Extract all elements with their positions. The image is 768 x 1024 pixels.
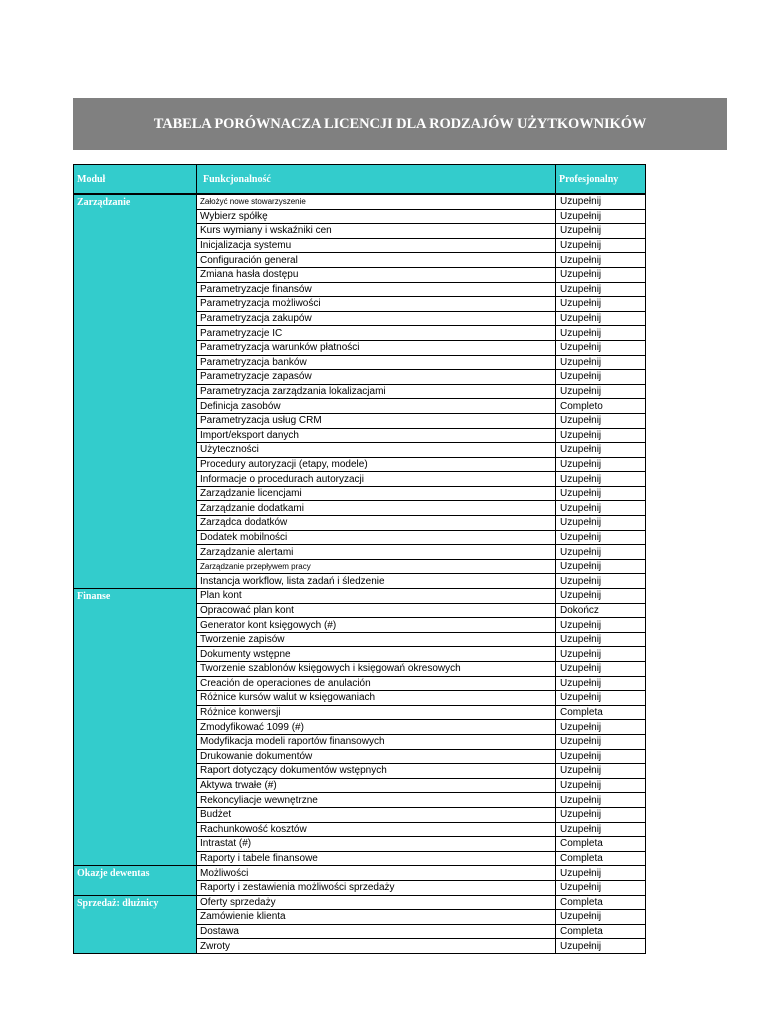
license-value-cell: Completa: [556, 837, 646, 852]
functionality-cell: Creación de operaciones de anulación: [197, 676, 556, 691]
license-value-cell: Uzupełnij: [556, 355, 646, 370]
license-value-cell: Uzupełnij: [556, 472, 646, 487]
functionality-cell: Oferty sprzedaży: [197, 895, 556, 910]
functionality-cell: Zwroty: [197, 939, 556, 954]
functionality-cell: Zarządzanie dodatkami: [197, 501, 556, 516]
module-cell: Finanse: [74, 589, 197, 866]
license-value-cell: Uzupełnij: [556, 311, 646, 326]
functionality-cell: Import/eksport danych: [197, 428, 556, 443]
license-value-cell: Uzupełnij: [556, 574, 646, 589]
functionality-cell: Różnice kursów walut w księgowaniach: [197, 691, 556, 706]
page-title: TABELA PORÓWNACZA LICENCJI DLA RODZAJÓW UŻYTKOWNIKÓW: [153, 115, 647, 132]
functionality-cell: Kurs wymiany i wskaźniki cen: [197, 224, 556, 239]
license-value-cell: Uzupełnij: [556, 880, 646, 895]
license-value-cell: Uzupełnij: [556, 910, 646, 925]
functionality-cell: Parametryzacja usług CRM: [197, 413, 556, 428]
license-value-cell: Uzupełnij: [556, 822, 646, 837]
license-value-cell: Uzupełnij: [556, 194, 646, 209]
module-cell: Sprzedaż: dłużnicy: [74, 895, 197, 953]
functionality-cell: Raporty i tabele finansowe: [197, 851, 556, 866]
functionality-cell: Rachunkowość kosztów: [197, 822, 556, 837]
license-value-cell: Uzupełnij: [556, 267, 646, 282]
functionality-cell: Raporty i zestawienia możliwości sprzedaży: [197, 880, 556, 895]
functionality-cell: Użyteczności: [197, 443, 556, 458]
functionality-cell: Parametryzacja zakupów: [197, 311, 556, 326]
license-value-cell: Uzupełnij: [556, 778, 646, 793]
functionality-cell: Procedury autoryzacji (etapy, modele): [197, 457, 556, 472]
functionality-cell: Możliwości: [197, 866, 556, 881]
table-row: [74, 866, 646, 881]
functionality-cell: Tworzenie szablonów księgowych i księgowań okresowych: [197, 662, 556, 677]
license-value-cell: Uzupełnij: [556, 734, 646, 749]
functionality-cell: Rekoncyliacje wewnętrzne: [197, 793, 556, 808]
functionality-cell: Informacje o procedurach autoryzacji: [197, 472, 556, 487]
functionality-cell: Dodatek mobilności: [197, 530, 556, 545]
functionality-cell: Zarządzanie przepływem pracy: [197, 559, 556, 574]
functionality-cell: Założyć nowe stowarzyszenie: [197, 194, 556, 209]
functionality-cell: Definicja zasobów: [197, 399, 556, 414]
license-value-cell: Completa: [556, 851, 646, 866]
license-value-cell: Uzupełnij: [556, 428, 646, 443]
license-value-cell: Uzupełnij: [556, 457, 646, 472]
functionality-cell: Instancja workflow, lista zadań i śledzenie: [197, 574, 556, 589]
license-value-cell: Uzupełnij: [556, 589, 646, 604]
license-value-cell: Uzupełnij: [556, 720, 646, 735]
functionality-cell: Dostawa: [197, 924, 556, 939]
license-value-cell: Uzupełnij: [556, 618, 646, 633]
functionality-cell: Zmiana hasła dostępu: [197, 267, 556, 282]
table-row: [74, 589, 646, 604]
license-value-cell: Uzupełnij: [556, 413, 646, 428]
functionality-cell: Budżet: [197, 807, 556, 822]
license-value-cell: Uzupełnij: [556, 384, 646, 399]
license-value-cell: Uzupełnij: [556, 632, 646, 647]
table-row: [74, 194, 646, 209]
functionality-cell: Dokumenty wstępne: [197, 647, 556, 662]
license-value-cell: Completa: [556, 705, 646, 720]
license-value-cell: Uzupełnij: [556, 530, 646, 545]
module-cell: Zarządzanie: [74, 194, 197, 589]
license-value-cell: Uzupełnij: [556, 340, 646, 355]
title-bar: [73, 98, 727, 150]
license-value-cell: Uzupełnij: [556, 545, 646, 560]
license-value-cell: Uzupełnij: [556, 793, 646, 808]
functionality-cell: Plan kont: [197, 589, 556, 604]
license-value-cell: Uzupełnij: [556, 486, 646, 501]
license-value-cell: Uzupełnij: [556, 647, 646, 662]
functionality-cell: Raport dotyczący dokumentów wstępnych: [197, 764, 556, 779]
functionality-cell: Generator kont księgowych (#): [197, 618, 556, 633]
functionality-cell: Intrastat (#): [197, 837, 556, 852]
license-value-cell: Uzupełnij: [556, 691, 646, 706]
license-value-cell: Uzupełnij: [556, 764, 646, 779]
license-value-cell: Uzupełnij: [556, 238, 646, 253]
license-value-cell: Completa: [556, 895, 646, 910]
license-value-cell: Dokończ: [556, 603, 646, 618]
functionality-cell: Zmodyfikować 1099 (#): [197, 720, 556, 735]
license-value-cell: Uzupełnij: [556, 807, 646, 822]
license-value-cell: Uzupełnij: [556, 253, 646, 268]
functionality-cell: Parametryzacje zapasów: [197, 370, 556, 385]
header-module: Moduł: [74, 165, 197, 195]
license-value-cell: Uzupełnij: [556, 326, 646, 341]
license-value-cell: Uzupełnij: [556, 866, 646, 881]
functionality-cell: Parametryzacje finansów: [197, 282, 556, 297]
functionality-cell: Opracować plan kont: [197, 603, 556, 618]
functionality-cell: Modyfikacja modeli raportów finansowych: [197, 734, 556, 749]
functionality-cell: Inicjalizacja systemu: [197, 238, 556, 253]
functionality-cell: Aktywa trwałe (#): [197, 778, 556, 793]
functionality-cell: Różnice konwersji: [197, 705, 556, 720]
license-value-cell: Uzupełnij: [556, 297, 646, 312]
functionality-cell: Parametryzacja zarządzania lokalizacjami: [197, 384, 556, 399]
table-row: [74, 895, 646, 910]
license-value-cell: Completo: [556, 399, 646, 414]
license-value-cell: Uzupełnij: [556, 282, 646, 297]
license-value-cell: Uzupełnij: [556, 443, 646, 458]
functionality-cell: Drukowanie dokumentów: [197, 749, 556, 764]
functionality-cell: Zamówienie klienta: [197, 910, 556, 925]
functionality-cell: Parametryzacja banków: [197, 355, 556, 370]
license-comparison-table: [73, 164, 646, 954]
module-cell: Okazje dewentas: [74, 866, 197, 895]
license-value-cell: Completa: [556, 924, 646, 939]
functionality-cell: Tworzenie zapisów: [197, 632, 556, 647]
header-license: Profesjonalny: [556, 165, 646, 195]
license-value-cell: Uzupełnij: [556, 939, 646, 954]
header-functionality: Funkcjonalność: [197, 165, 556, 195]
license-value-cell: Uzupełnij: [556, 662, 646, 677]
functionality-cell: Wybierz spółkę: [197, 209, 556, 224]
license-value-cell: Uzupełnij: [556, 501, 646, 516]
functionality-cell: Parametryzacja warunków płatności: [197, 340, 556, 355]
license-value-cell: Uzupełnij: [556, 676, 646, 691]
functionality-cell: Parametryzacje IC: [197, 326, 556, 341]
license-value-cell: Uzupełnij: [556, 224, 646, 239]
license-value-cell: Uzupełnij: [556, 516, 646, 531]
functionality-cell: Zarządzanie alertami: [197, 545, 556, 560]
license-value-cell: Uzupełnij: [556, 370, 646, 385]
table-body: [74, 194, 646, 953]
functionality-cell: Configuración general: [197, 253, 556, 268]
functionality-cell: Zarządca dodatków: [197, 516, 556, 531]
license-value-cell: Uzupełnij: [556, 209, 646, 224]
functionality-cell: Parametryzacja możliwości: [197, 297, 556, 312]
table-header-row: [74, 165, 646, 195]
license-value-cell: Uzupełnij: [556, 749, 646, 764]
license-value-cell: Uzupełnij: [556, 559, 646, 574]
functionality-cell: Zarządzanie licencjami: [197, 486, 556, 501]
